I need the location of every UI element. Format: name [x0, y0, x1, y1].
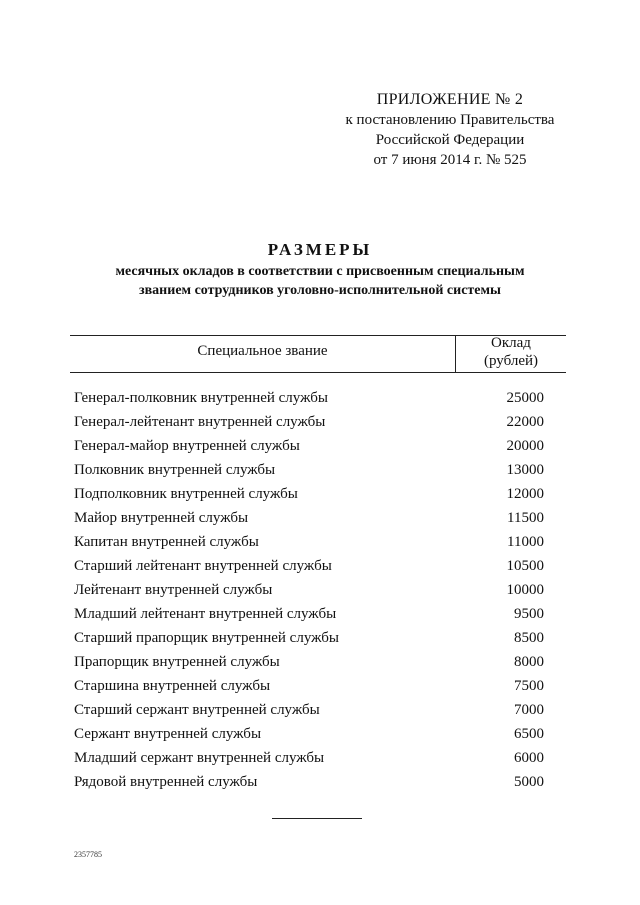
table-row [74, 554, 554, 578]
rank-cell: Генерал-майор внутренней службы [74, 438, 300, 454]
salary-cell: 12000 [506, 486, 544, 502]
appendix-line-3: от 7 июня 2014 г. № 525 [373, 152, 527, 168]
table-row [74, 386, 554, 410]
table-row [74, 746, 554, 770]
table-row [74, 458, 554, 482]
rank-cell: Старший сержант внутренней службы [74, 702, 320, 718]
table-row [74, 602, 554, 626]
table-row [74, 434, 554, 458]
rank-cell: Капитан внутренней службы [74, 534, 259, 550]
salary-cell: 8500 [514, 630, 544, 646]
column-header-salary-line-2: (рублей) [483, 353, 539, 369]
table-row [74, 770, 554, 794]
column-header-rank: Специальное звание [197, 343, 328, 359]
document-subtitle [70, 262, 570, 300]
document-title: РАЗМЕРЫ [267, 240, 373, 259]
table-row [74, 698, 554, 722]
salary-cell: 7500 [514, 678, 544, 694]
salary-cell: 6500 [514, 726, 544, 742]
table-row [74, 674, 554, 698]
salary-cell: 13000 [506, 462, 544, 478]
table-row [74, 722, 554, 746]
table-row [74, 506, 554, 530]
document-subtitle-line-1: месячных окладов в соответствии с присвоенным специальным [115, 264, 525, 279]
column-header-salary [456, 334, 566, 370]
column-header-salary-line-1: Оклад [491, 335, 531, 351]
appendix-line-1: к постановлению Правительства [345, 112, 555, 128]
rank-cell: Старший прапорщик внутренней службы [74, 630, 340, 646]
salary-cell: 11000 [507, 534, 544, 550]
rank-cell: Рядовой внутренней службы [74, 774, 258, 790]
rank-cell: Майор внутренней службы [74, 510, 249, 526]
salary-cell: 5000 [514, 774, 544, 790]
rank-cell: Старший лейтенант внутренней службы [74, 558, 332, 574]
table-row [74, 482, 554, 506]
salary-cell: 20000 [506, 438, 544, 454]
salary-cell: 8000 [514, 654, 544, 670]
rank-cell: Генерал-лейтенант внутренней службы [74, 414, 326, 430]
rank-cell: Младший лейтенант внутренней службы [74, 606, 337, 622]
table-row [74, 410, 554, 434]
rank-cell: Сержант внутренней службы [74, 726, 262, 742]
salary-cell: 7000 [514, 702, 544, 718]
document-code: 2357785 [74, 850, 102, 859]
appendix-line-2: Российской Федерации [375, 132, 525, 148]
rank-cell: Лейтенант внутренней службы [74, 582, 273, 598]
document-subtitle-line-2: званием сотрудников уголовно-исполнительной системы [139, 283, 501, 298]
table-row [74, 650, 554, 674]
salary-table-body [74, 386, 554, 794]
rank-cell: Подполковник внутренней службы [74, 486, 298, 502]
salary-cell: 10000 [506, 582, 544, 598]
salary-cell: 6000 [514, 750, 544, 766]
appendix-title: ПРИЛОЖЕНИЕ № 2 [376, 91, 524, 108]
rank-cell: Младший сержант внутренней службы [74, 750, 325, 766]
appendix-block [330, 90, 570, 170]
salary-cell: 22000 [506, 414, 544, 430]
salary-cell: 11500 [507, 510, 544, 526]
rank-cell: Прапорщик внутренней службы [74, 654, 280, 670]
salary-cell: 9500 [514, 606, 544, 622]
rank-cell: Полковник внутренней службы [74, 462, 276, 478]
table-header-bottom-rule [70, 372, 566, 373]
rank-cell: Генерал-полковник внутренней службы [74, 390, 328, 406]
table-row [74, 578, 554, 602]
salary-cell: 10500 [506, 558, 544, 574]
table-row [74, 530, 554, 554]
rank-cell: Старшина внутренней службы [74, 678, 271, 694]
closing-rule [272, 818, 362, 819]
table-row [74, 626, 554, 650]
salary-cell: 25000 [506, 390, 544, 406]
